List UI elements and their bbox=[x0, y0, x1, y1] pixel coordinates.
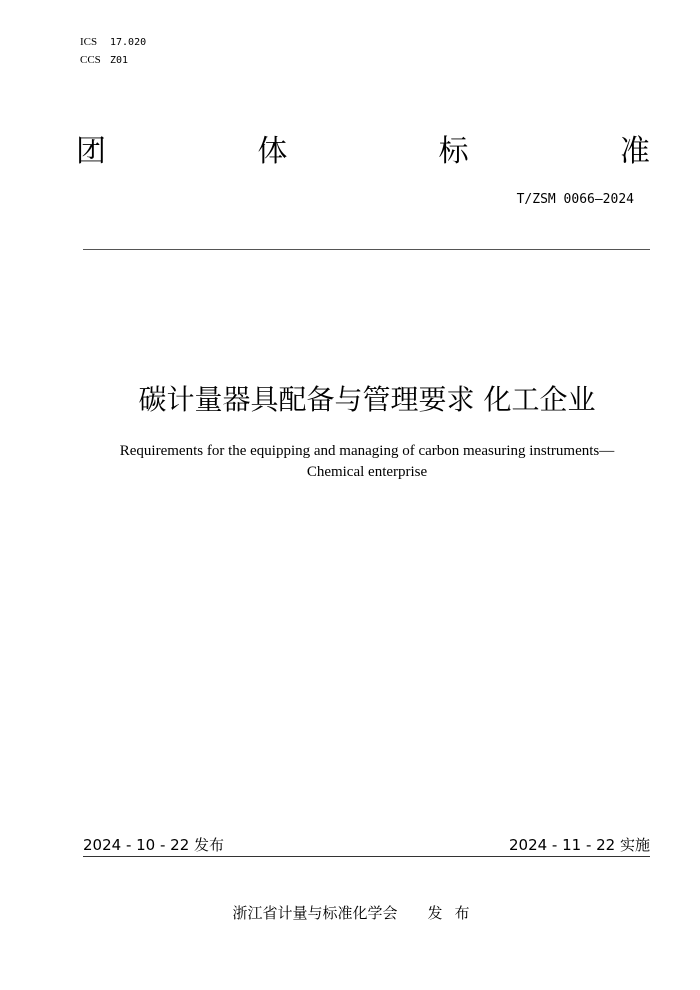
header-divider bbox=[83, 249, 650, 250]
footer-divider bbox=[83, 856, 650, 857]
publisher-label: 发布 bbox=[427, 904, 482, 922]
ccs-code bbox=[80, 54, 128, 66]
standard-type-char: 标 bbox=[438, 134, 469, 169]
publisher-organization: 浙江省计量与标准化学会 bbox=[232, 904, 398, 922]
implementation-date: 2024 - 11 - 22 实施 bbox=[508, 836, 650, 854]
ics-code bbox=[80, 36, 146, 48]
standard-number: T/ZSM 0066—2024 bbox=[516, 192, 634, 207]
english-title-line-2: Chemical enterprise bbox=[306, 464, 428, 480]
standard-type-char: 体 bbox=[257, 134, 288, 169]
issue-date: 2024 - 10 - 22 发布 bbox=[83, 836, 225, 854]
standard-type-char: 准 bbox=[619, 134, 650, 169]
ccs-value: Z01 bbox=[110, 55, 129, 66]
ics-value: 17.020 bbox=[110, 37, 147, 48]
english-title-line-1: Requirements for the equipping and managing of carbon measuring instruments— bbox=[119, 443, 615, 459]
ics-label: ICS bbox=[80, 36, 98, 48]
publisher bbox=[0, 903, 700, 923]
standard-type-char: 团 bbox=[76, 134, 106, 169]
english-title bbox=[84, 441, 650, 483]
chinese-title: 碳计量器具配备与管理要求 化工企业 bbox=[138, 383, 596, 416]
ccs-label: CCS bbox=[80, 54, 101, 66]
standard-type-heading bbox=[76, 134, 650, 170]
